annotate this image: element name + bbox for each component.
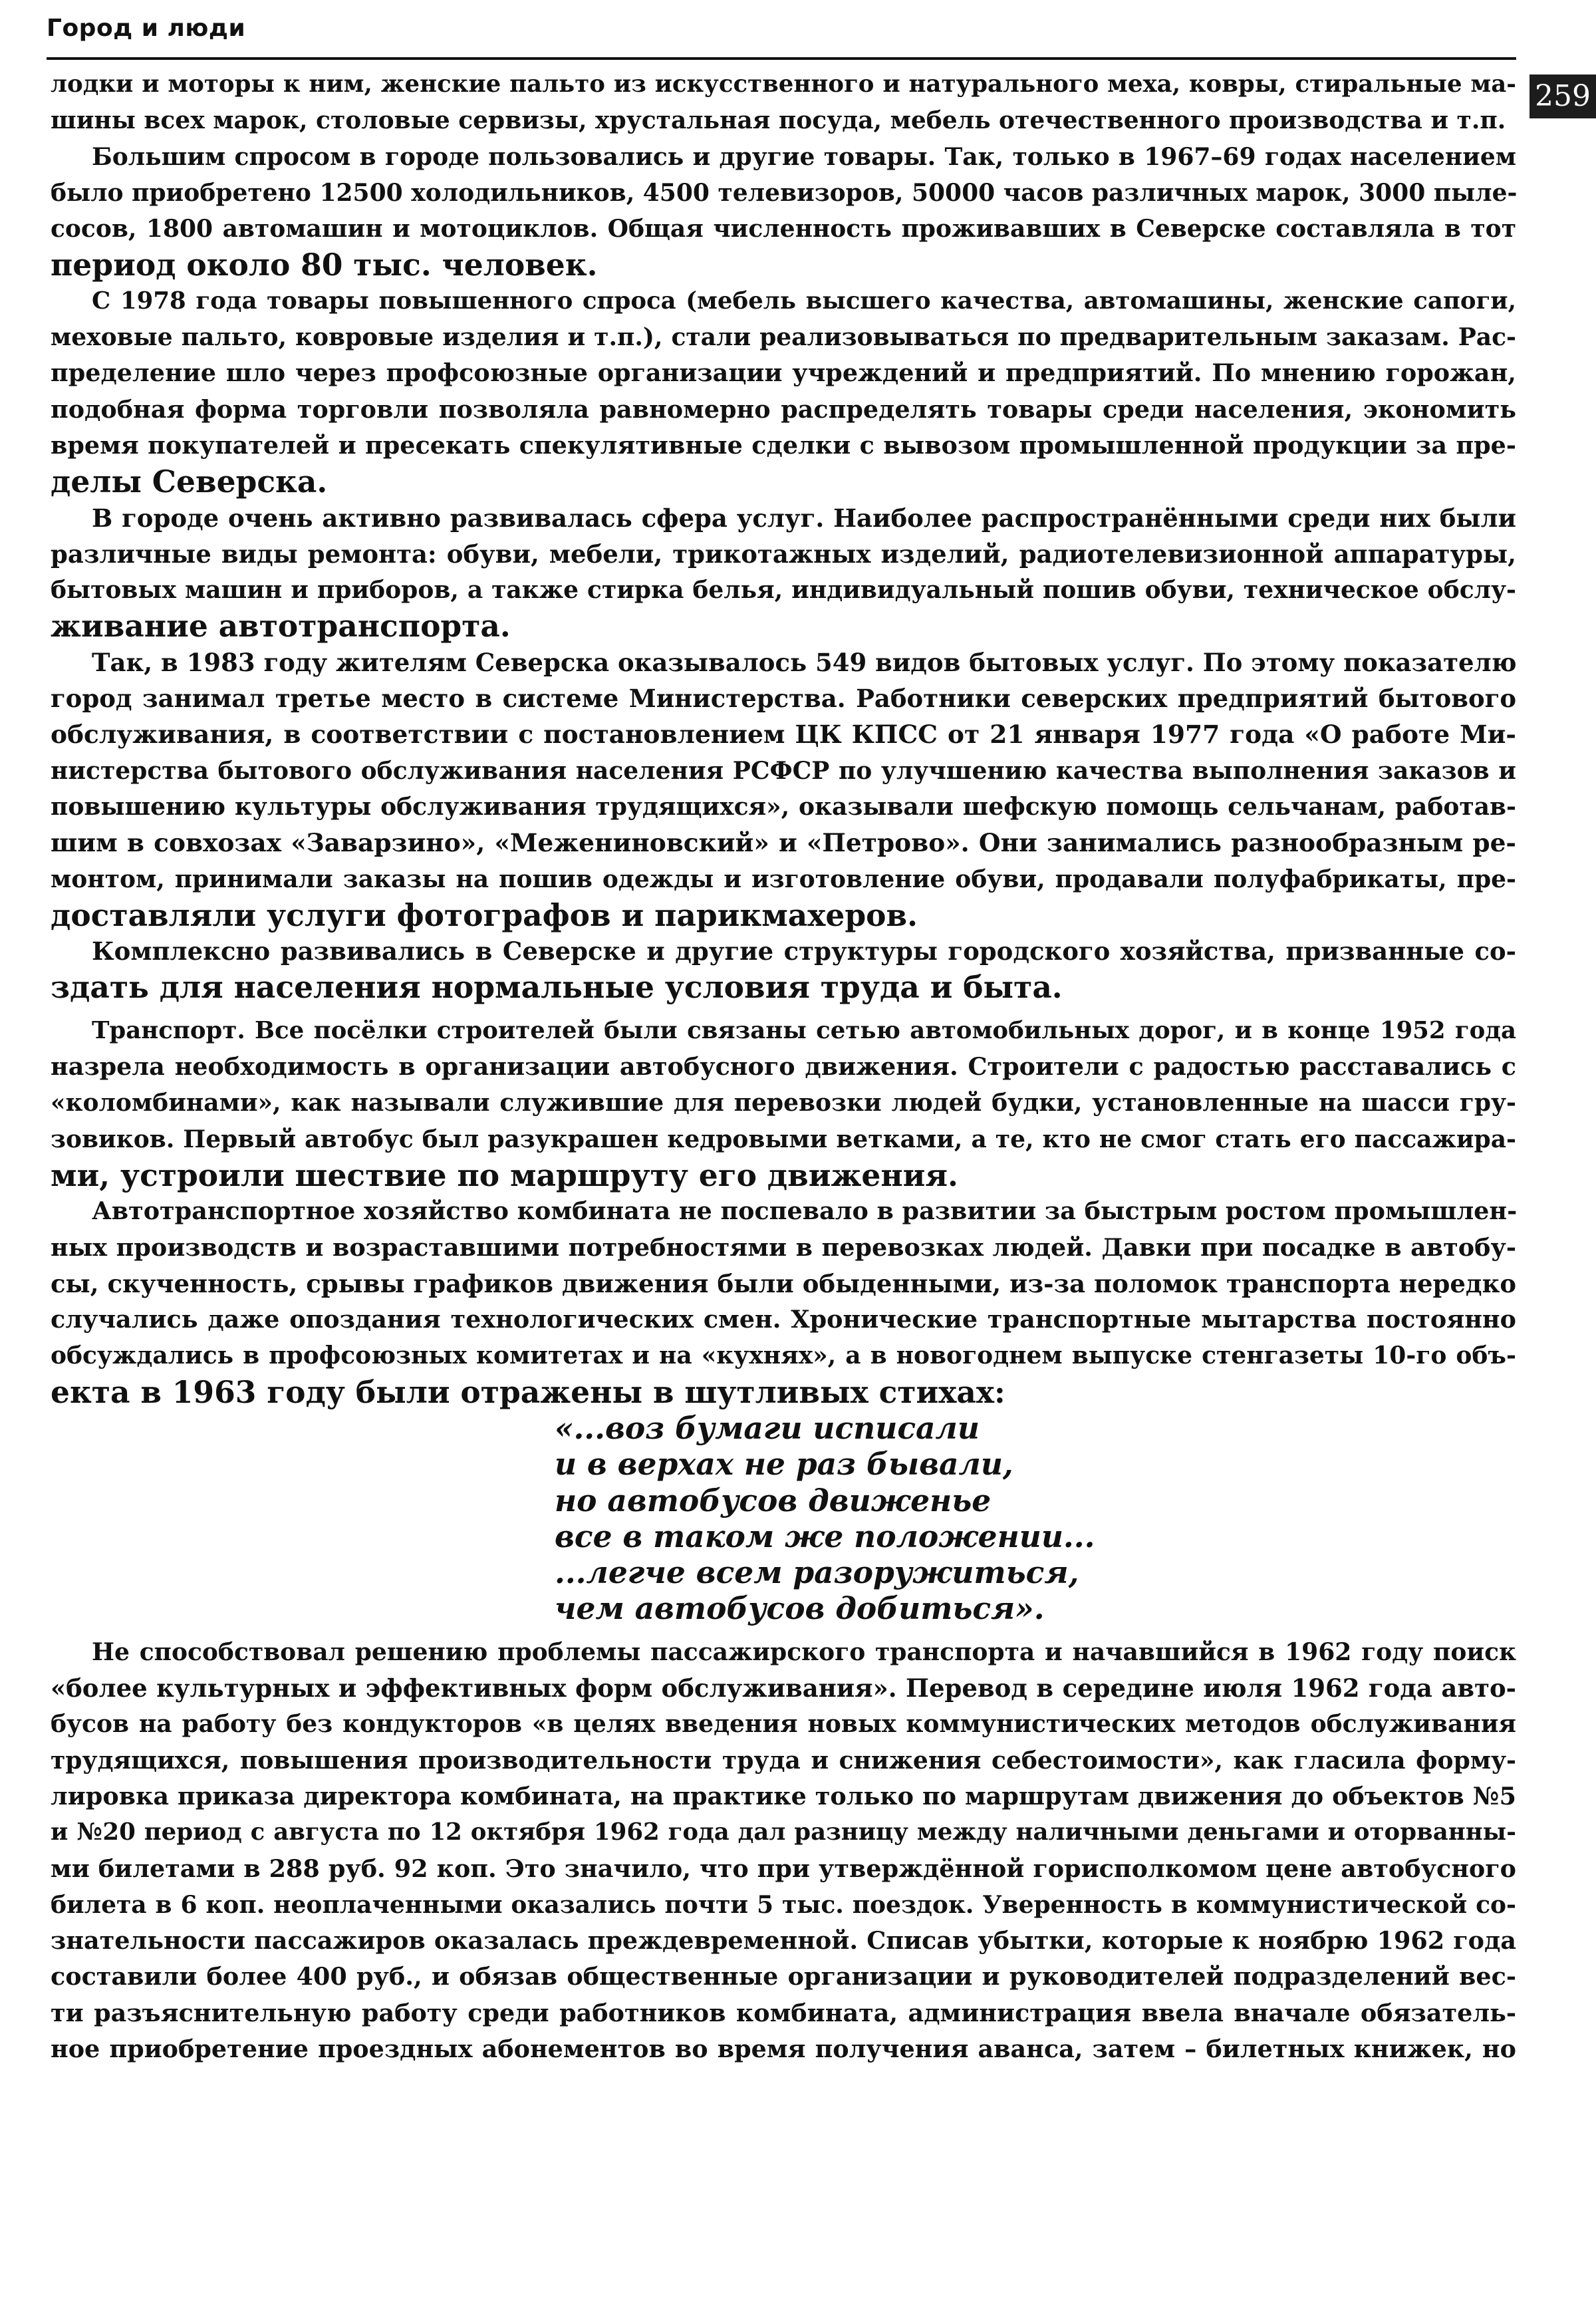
text-line: В городе очень активно развивалась сфера услуг. Наиболее распространёнными среди них были xyxy=(92,503,1516,533)
text-line: знательности пассажиров оказалась преждевременной. Списав убытки, которые к ноябрю 1962 года xyxy=(51,1926,1516,1955)
text-line: ных производств и возраставшими потребностями в перевозках людей. Давки при посадке в автобу- xyxy=(51,1232,1516,1262)
text-line: было приобретено 12500 холодильников, 4500 телевизоров, 50000 часов различных марок, 3000 пыле- xyxy=(51,178,1518,207)
text-line: здать для населения нормальные условия труда и быта. xyxy=(51,969,1063,1006)
text-line: екта в 1963 году были отражены в шутливых стихах: xyxy=(51,1373,1005,1410)
text-line: Большим спросом в городе пользовались и другие товары. Так, только в 1967–69 годах населением xyxy=(92,142,1516,171)
text-line: и №20 период с августа по 12 октября 1962 года дал разницу между наличными деньгами и оторванны- xyxy=(51,1818,1516,1846)
paragraph-4 xyxy=(51,500,1516,645)
text-line: ми билетами в 288 руб. 92 коп. Это значило, что при утверждённой горисполкомом цене автобусного xyxy=(51,1854,1516,1883)
text-line: период около 80 тыс. человек. xyxy=(51,247,598,283)
paragraph-2 xyxy=(51,139,1516,283)
text-line: бытовых машин и приборов, а также стирка белья, индивидуальный пошив обуви, техническое обслу- xyxy=(51,576,1516,605)
text-line: живание автотранспорта. xyxy=(51,608,511,645)
text-line: шим в совхозах «Заварзино», «Межениновский» и «Петрово». Они занимались разнообразным ре- xyxy=(51,828,1516,858)
text-line: ное приобретение проездных абонементов во время получения аванса, затем – билетных книжек, но xyxy=(51,2035,1516,2064)
poem-line: ...легче всем разоружиться, xyxy=(555,1554,1079,1591)
text-line: различные виды ремонта: обуви, мебели, трикотажных изделий, радиотелевизионной аппаратуры, xyxy=(51,539,1516,569)
text-line: лировка приказа директора комбината, на практике только по маршрутам движения до объектов №5 xyxy=(51,1781,1516,1810)
poem-line: и в верхах не раз бывали, xyxy=(555,1446,1013,1483)
text-line: монтом, принимали заказы на пошив одежды и изготовление обуви, продавали полуфабрикаты, пре- xyxy=(51,865,1516,893)
text-line: трудящихся, повышения производительности труда и снижения себестоимости», как гласила форму- xyxy=(51,1746,1516,1775)
text-line: город занимал третье место в системе Министерства. Работники северских предприятий бытового xyxy=(51,684,1516,714)
text-line: случались даже опоздания технологических смен. Хронические транспортные мытарства постоянно xyxy=(51,1305,1516,1334)
text-line: С 1978 года товары повышенного спроса (мебель высшего качества, автомашины, женские сапоги, xyxy=(92,287,1516,315)
poem-line: все в таком же положении... xyxy=(555,1518,1095,1554)
text-line: время покупателей и пресекать спекулятивные сделки с вывозом промышленной продукции за пре- xyxy=(51,430,1516,460)
text-line: повышению культуры обслуживания трудящихся», оказывали шефскую помощь сельчанам, работав- xyxy=(51,792,1516,821)
text-run: Все посёлки строителей были связаны сетью автомобильных дорог, и в конце 1952 года xyxy=(245,1016,1516,1044)
poem-line: чем автобусов добиться». xyxy=(555,1590,1045,1627)
poem-quote xyxy=(51,1410,1516,1627)
text-line: «коломбинами», как называли служившие для перевозки людей будки, установленные на шасси гру- xyxy=(51,1089,1516,1117)
text-line: меховые пальто, ковровые изделия и т.п.), стали реализовываться по предварительным заказам. Рас- xyxy=(51,323,1516,352)
text-line: ми, устроили шествие по маршруту его движения. xyxy=(51,1157,958,1193)
text-line: Комплексно развивались в Северске и другие структуры городского хозяйства, призванные со- xyxy=(92,936,1516,966)
paragraph-1 xyxy=(51,67,1516,139)
text-line: зовиков. Первый автобус был разукрашен кедровыми ветками, а те, кто не смог стать его пассажира- xyxy=(51,1125,1516,1153)
text-line xyxy=(51,1013,1516,1049)
poem-line: но автобусов движенье xyxy=(555,1482,992,1518)
text-line: ти разъяснительную работу среди работников комбината, администрация ввела вначале обязатель- xyxy=(51,1998,1516,2027)
section-gap xyxy=(51,1006,1516,1013)
text-line: обслуживания, в соответствии с постановлением ЦК КПСС от 21 января 1977 года «О работе Ми- xyxy=(51,720,1516,750)
text-line: нистерства бытового обслуживания населения РСФСР по улучшению качества выполнения заказов и xyxy=(51,756,1516,785)
section-gap xyxy=(51,1627,1516,1634)
text-line: бусов на работу без кондукторов «в целях введения новых коммунистических методов обслуживания xyxy=(51,1710,1516,1739)
paragraph-6 xyxy=(51,933,1516,1006)
header-rule xyxy=(47,57,1516,60)
page-body xyxy=(51,67,1516,2067)
text-line: Так, в 1983 году жителям Северска оказывалось 549 видов бытовых услуг. По этому показателю xyxy=(92,647,1517,677)
text-line: сосов, 1800 автомашин и мотоциклов. Общая численность проживавших в Северске составляла в тот xyxy=(51,215,1516,243)
paragraph-8 xyxy=(51,1193,1516,1410)
text-line: сы, скученность, срывы графиков движения были обыденными, из-за поломок транспорта нередко xyxy=(51,1268,1516,1298)
text-line: билета в 6 коп. неоплаченными оказались почти 5 тыс. поездок. Уверенность в коммунистической со- xyxy=(51,1890,1516,1919)
paragraph-transport xyxy=(51,1013,1516,1193)
text-line: пределение шло через профсоюзные организации учреждений и предприятий. По мнению горожан, xyxy=(51,359,1516,388)
text-line: составили более 400 руб., и обязав общественные организации и руководителей подразделений вес- xyxy=(51,1962,1516,1991)
text-line: лодки и моторы к ним, женские пальто из искусственного и натурального меха, ковры, стиральные ма- xyxy=(51,71,1516,98)
text-line: подобная форма торговли позволяла равномерно распределять товары среди населения, экономить xyxy=(51,394,1516,424)
text-line: шины всех марок, столовые сервизы, хрустальная посуда, мебель отечественного производства и т.п. xyxy=(51,106,1506,135)
poem-line: «...воз бумаги исписали xyxy=(555,1409,980,1446)
text-line: делы Северска. xyxy=(51,464,328,500)
paragraph-3 xyxy=(51,283,1516,500)
text-line: назрела необходимость в организации автобусного движения. Строители с радостью расставались с xyxy=(51,1052,1516,1081)
text-line: доставляли услуги фотографов и парикмахеров. xyxy=(51,897,918,933)
text-line: Не способствовал решению проблемы пассажирского транспорта и начавшийся в 1962 году поиск xyxy=(92,1638,1516,1666)
text-line: Автотранспортное хозяйство комбината не поспевало в развитии за быстрым ростом промышлен- xyxy=(92,1197,1518,1226)
section-heading-transport: Транспорт. xyxy=(92,1016,245,1044)
page-number: 259 xyxy=(1530,74,1596,118)
paragraph-9 xyxy=(51,1634,1516,2068)
text-line: «более культурных и эффективных форм обслуживания». Перевод в середине июля 1962 года авто- xyxy=(51,1673,1516,1703)
paragraph-5 xyxy=(51,645,1516,933)
text-line: обсуждались в профсоюзных комитетах и на «кухнях», а в новогоднем выпуске стенгазеты 10-го объ- xyxy=(51,1342,1516,1370)
running-title: Город и люди xyxy=(47,15,246,42)
